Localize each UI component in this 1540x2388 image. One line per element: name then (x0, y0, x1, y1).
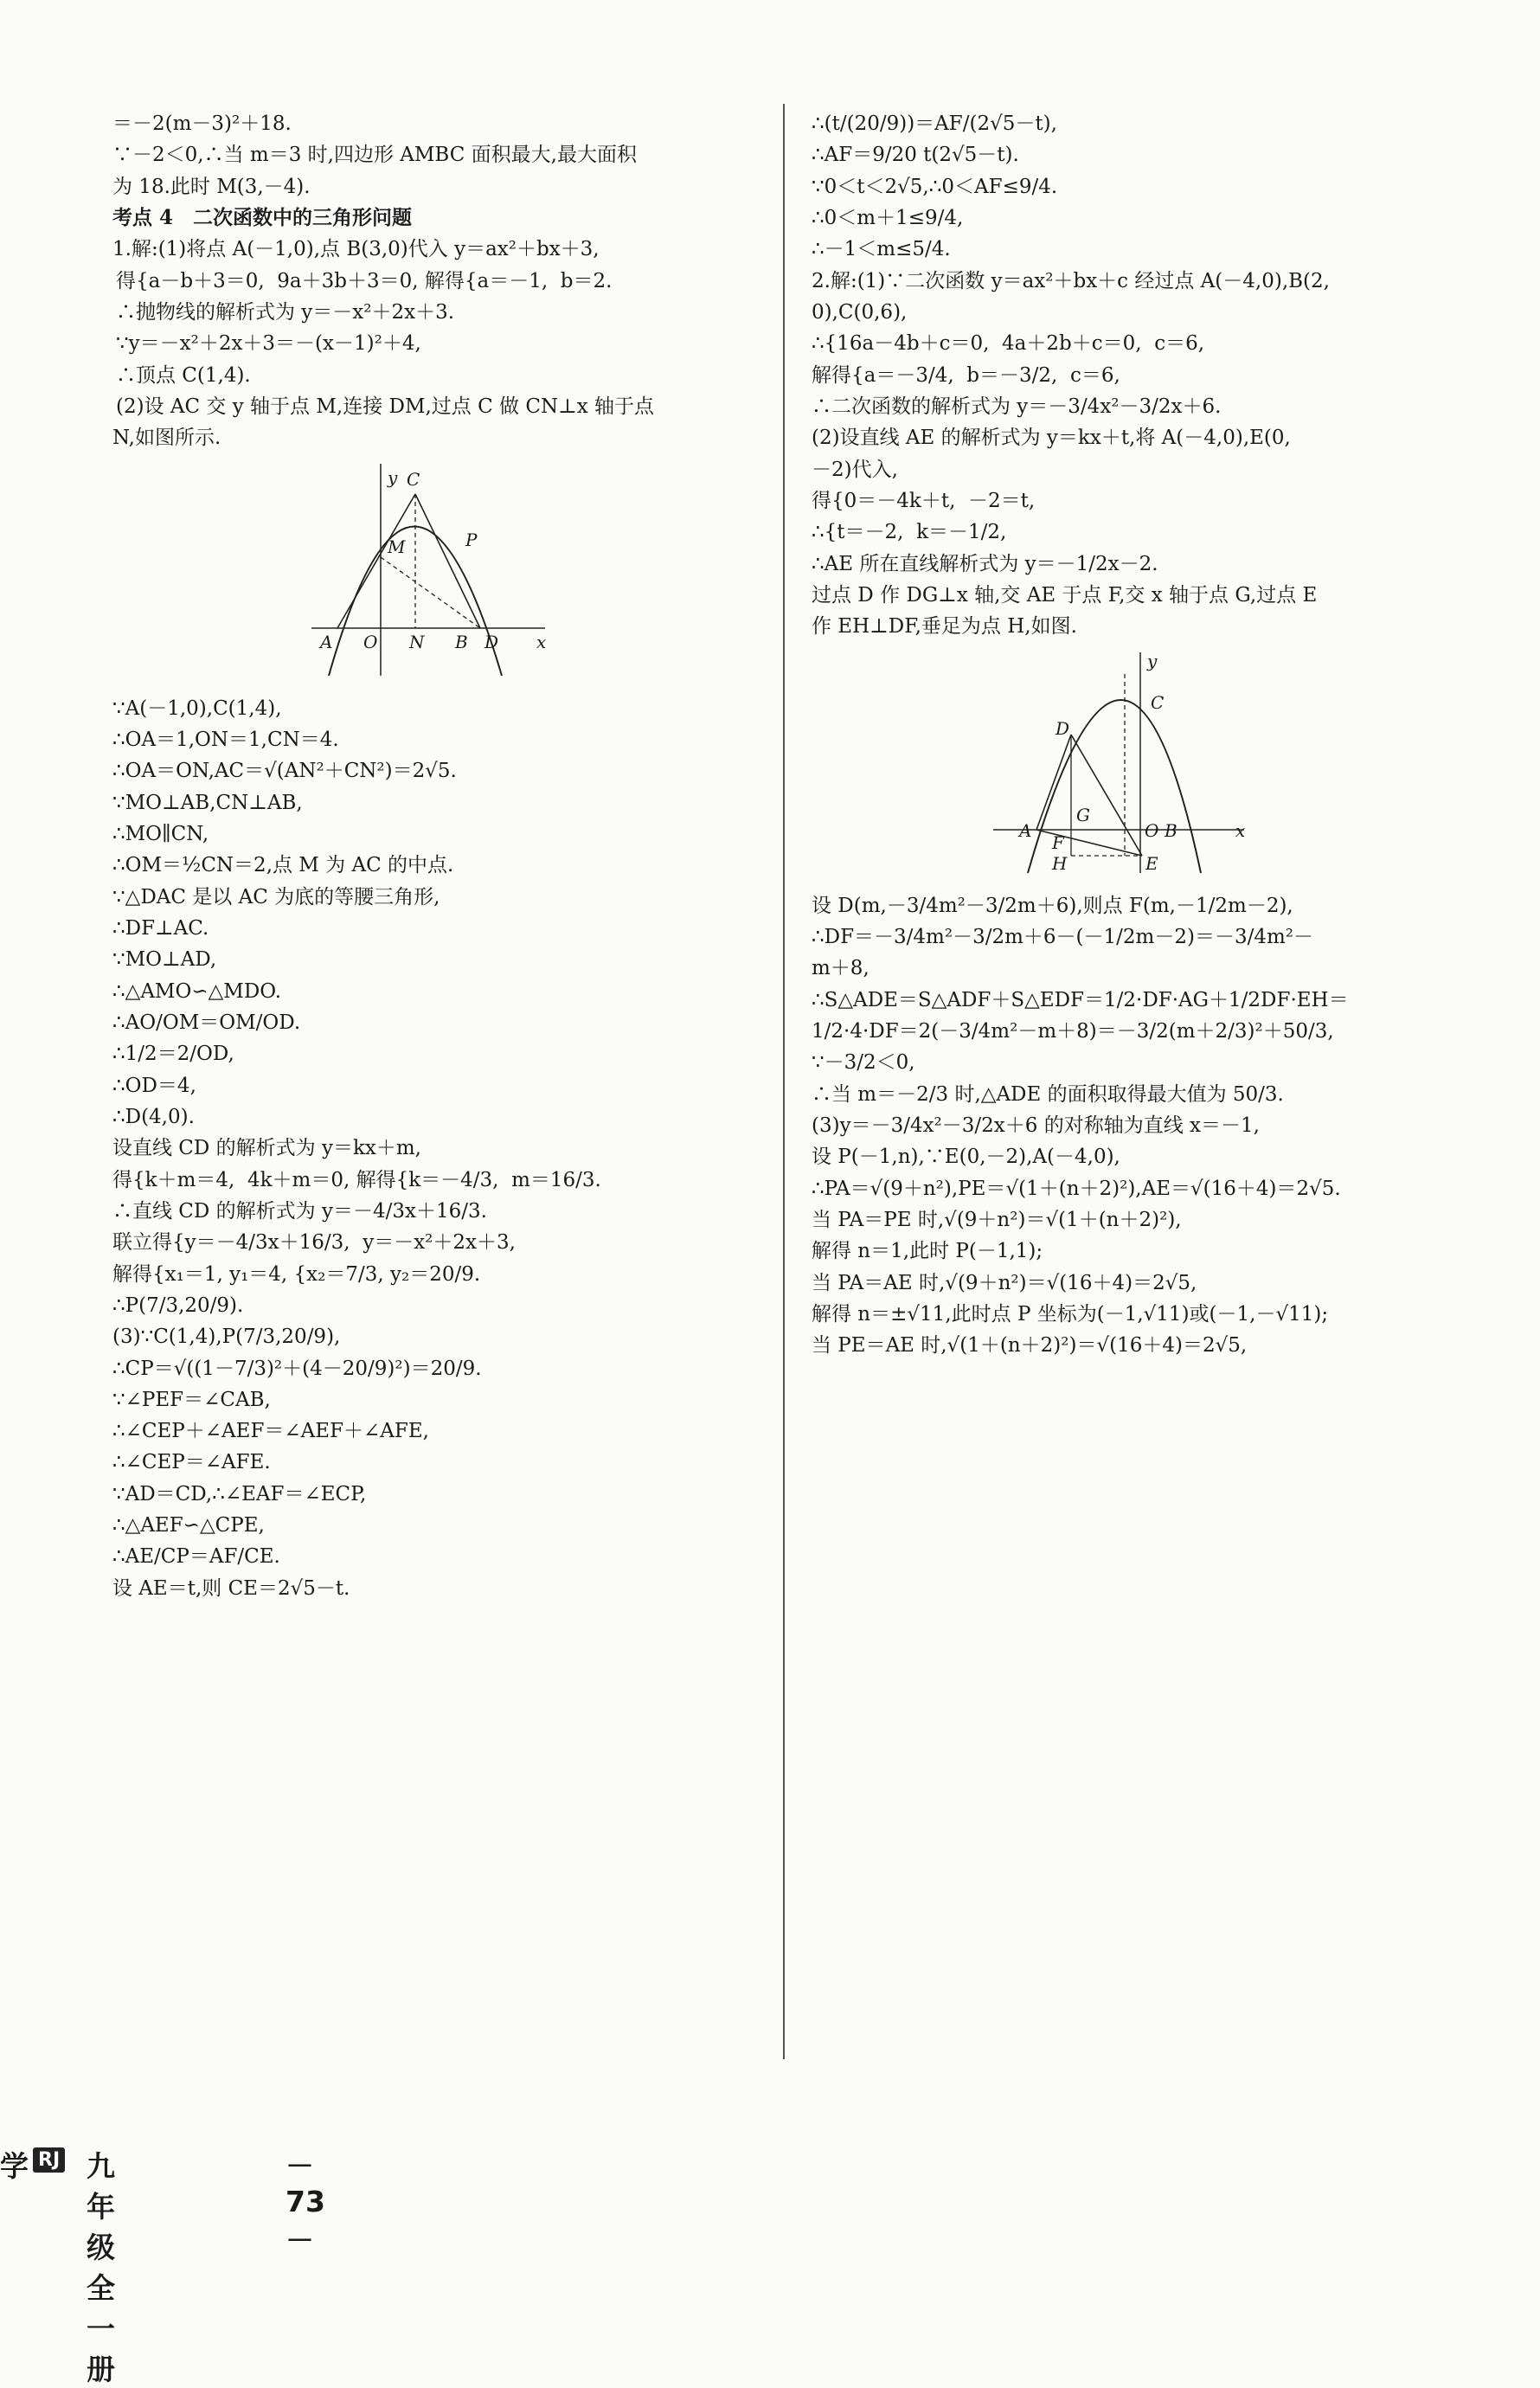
fig1-label: M (388, 536, 406, 557)
text-line: －2)代入, (812, 458, 898, 481)
text-line: ∴1/2＝2/OD, (112, 1043, 234, 1066)
text-line: ∴－1＜m≤5/4. (812, 238, 951, 261)
text-line: ∴{16a－4b＋c＝0, 4a＋2b＋c＝0, c＝6, (812, 332, 1205, 356)
text-line: ∵△DAC 是以 AC 为底的等腰三角形, (112, 885, 440, 908)
text-line: (2)设 AC 交 y 轴于点 M,连接 DM,过点 C 做 CN⊥x 轴于点 (116, 395, 654, 418)
text-line: ∵0＜t＜2√5,∴0＜AF≤9/4. (812, 175, 1058, 198)
text-line: ∵MO⊥AB,CN⊥AB, (112, 791, 303, 814)
text-line: ∴OM＝½CN＝2,点 M 为 AC 的中点. (112, 854, 454, 877)
fig2-label: A (1019, 819, 1032, 841)
fig1-label: D (484, 631, 499, 652)
text-line: ∴CP＝√((1－7/3)²＋(4－20/9)²)＝20/9. (112, 1357, 482, 1380)
fig2-label: C (1151, 691, 1165, 713)
text-line: 过点 D 作 DG⊥x 轴,交 AE 于点 F,交 x 轴于点 G,过点 E (812, 583, 1318, 607)
text-line: N,如图所示. (112, 427, 221, 450)
text-line: 设 P(－1,n),∵E(0,－2),A(－4,0), (812, 1146, 1120, 1169)
text-line: 得{k＋m＝4, 4k＋m＝0, 解得{k＝－4/3, m＝16/3. (112, 1168, 601, 1191)
text-line: 1.解:(1)将点 A(－1,0),点 B(3,0)代入 y＝ax²＋bx＋3, (112, 238, 600, 261)
right-column (812, 108, 1452, 1362)
text-line: ∴(t/(20/9))＝AF/(2√5－t), (812, 112, 1057, 135)
fig1-label: O (363, 631, 378, 652)
text-line: ∴0＜m＋1≤9/4, (812, 206, 964, 229)
subject-char: 学 (0, 2149, 29, 2183)
fig1-label: y (388, 466, 398, 488)
text-line: 作 EH⊥DF,垂足为点 H,如图. (812, 615, 1077, 639)
text-line: ∴DF＝－3/4m²－3/2m＋6－(－1/2m－2)＝－3/4m²－ (812, 925, 1313, 948)
fig2-label: y (1147, 650, 1158, 671)
text-line: ∴二次函数的解析式为 y＝－3/4x²－3/2x＋6. (812, 395, 1222, 418)
parabola-figure-1 (112, 459, 770, 684)
section-heading: 考点 4 二次函数中的三角形问题 (112, 205, 413, 229)
text-line: ∵AD＝CD,∴∠EAF＝∠ECP, (112, 1482, 367, 1505)
text-line: ∴△AEF∽△CPE, (112, 1514, 265, 1537)
text-line: ∴AE 所在直线解析式为 y＝－1/2x－2. (812, 552, 1158, 575)
text-line: ∴{t＝－2, k＝－1/2, (812, 521, 1007, 544)
edition-badge: RJ (33, 2147, 65, 2173)
fig1-label: B (455, 631, 468, 652)
text-line: ∴PA＝√(9＋n²),PE＝√(1＋(n＋2)²),AE＝√(16＋4)＝2√5. (812, 1177, 1341, 1200)
text-line: ∴AE/CP＝AF/CE. (112, 1545, 280, 1569)
grade-label: 九年级全一册 (87, 2149, 115, 2386)
text-line: ∵MO⊥AD, (112, 948, 217, 972)
fig2-label: x (1235, 819, 1246, 841)
text-line: ∵－3/2＜0, (812, 1051, 915, 1075)
text-line: ∴OD＝4, (112, 1074, 196, 1097)
fig2-label: O (1145, 819, 1159, 841)
text-line: ∴OA＝1,ON＝1,CN＝4. (112, 728, 339, 751)
text-line: 得{0＝－4k＋t, －2＝t, (812, 489, 1036, 512)
text-line: 当 PE＝AE 时,√(1＋(n＋2)²)＝√(16＋4)＝2√5, (812, 1334, 1248, 1358)
text-line: ＝－2(m－3)²＋18. (112, 112, 292, 135)
text-line: 2.解:(1)∵二次函数 y＝ax²＋bx＋c 经过点 A(－4,0),B(2, (812, 269, 1330, 292)
text-line: m＋8, (812, 957, 869, 980)
text-line: 设 D(m,－3/4m²－3/2m＋6),则点 F(m,－1/2m－2), (812, 894, 1293, 917)
fig2-label: F (1052, 831, 1064, 853)
fig2-label: B (1165, 819, 1177, 841)
text-line: ∴直线 CD 的解析式为 y＝－4/3x＋16/3. (112, 1199, 487, 1223)
parabola-figure-2 (812, 648, 1452, 882)
text-line: ∵A(－1,0),C(1,4), (112, 696, 282, 720)
text-line: 为 18.此时 M(3,－4). (112, 175, 311, 198)
text-line: ∴S△ADE＝S△ADF＋S△EDF＝1/2·DF·AG＋1/2DF·EH＝ (812, 988, 1349, 1011)
text-line: 解得 n＝±√11,此时点 P 坐标为(－1,√11)或(－1,－√11); (812, 1302, 1329, 1326)
text-line: 解得{a＝－3/4, b＝－3/2, c＝6, (812, 363, 1120, 387)
text-line: ∵∠PEF＝∠CAB, (112, 1388, 271, 1411)
text-line: ∴当 m＝－2/3 时,△ADE 的面积取得最大值为 50/3. (812, 1082, 1284, 1106)
fig1-label: N (409, 631, 425, 652)
fig2-label: E (1145, 852, 1158, 874)
page-number: － 73 － (286, 2149, 325, 2257)
text-line: ∴抛物线的解析式为 y＝－x²＋2x＋3. (116, 300, 455, 324)
text-line: 解得 n＝1,此时 P(－1,1); (812, 1240, 1043, 1263)
fig1-label: C (407, 468, 420, 490)
text-line: ∴∠CEP＋∠AEF＝∠AEF＋∠AFE, (112, 1420, 429, 1443)
text-line: 0),C(0,6), (812, 300, 908, 324)
text-line: ∵－2＜0,∴当 m＝3 时,四边形 AMBC 面积最大,最大面积 (112, 144, 637, 167)
text-line: ∴DF⊥AC. (112, 916, 209, 940)
text-line: 1/2·4·DF＝2(－3/4m²－m＋8)＝－3/2(m＋2/3)²＋50/3, (812, 1019, 1334, 1043)
text-line: ∴AF＝9/20 t(2√5－t). (812, 144, 1019, 167)
left-column (112, 108, 770, 1604)
fig1-label: A (320, 631, 333, 652)
text-line: (3)∵C(1,4),P(7/3,20/9), (112, 1326, 341, 1349)
text-line: (2)设直线 AE 的解析式为 y＝kx＋t,将 A(－4,0),E(0, (812, 427, 1291, 450)
text-line: 当 PA＝PE 时,√(9＋n²)＝√(1＋(n＋2)²), (812, 1208, 1182, 1231)
fig1-label: x (536, 631, 547, 652)
text-line: ∴OA＝ON,AC＝√(AN²＋CN²)＝2√5. (112, 760, 457, 783)
text-line: 当 PA＝AE 时,√(9＋n²)＝√(16＋4)＝2√5, (812, 1271, 1197, 1294)
text-line: 得{a－b＋3＝0, 9a＋3b＋3＝0, 解得{a＝－1, b＝2. (116, 269, 613, 292)
column-divider (783, 104, 785, 2059)
fig2-label: H (1052, 852, 1068, 874)
text-line: ∵y＝－x²＋2x＋3＝－(x－1)²＋4, (116, 332, 421, 356)
text-line: ∴顶点 C(1,4). (116, 363, 251, 387)
text-line: (3)y＝－3/4x²－3/2x＋6 的对称轴为直线 x＝－1, (812, 1114, 1260, 1137)
text-line: 设 AE＝t,则 CE＝2√5－t. (112, 1576, 350, 1600)
fig2-label: G (1076, 804, 1090, 825)
text-line: ∴∠CEP＝∠AFE. (112, 1451, 271, 1474)
text-line: ∴△AMO∽△MDO. (112, 979, 282, 1003)
fig2-label: D (1056, 717, 1070, 739)
text-line: ∴MO∥CN, (112, 822, 209, 845)
fig1-label: P (465, 529, 478, 550)
text-line: ∴P(7/3,20/9). (112, 1294, 244, 1317)
text-line: 解得{x₁＝1, y₁＝4, {x₂＝7/3, y₂＝20/9. (112, 1262, 481, 1286)
text-line: 联立得{y＝－4/3x＋16/3, y＝－x²＋2x＋3, (112, 1231, 516, 1255)
text-line: ∴AO/OM＝OM/OD. (112, 1011, 301, 1034)
text-line: 设直线 CD 的解析式为 y＝kx＋m, (112, 1137, 421, 1160)
text-line: ∴D(4,0). (112, 1105, 195, 1128)
